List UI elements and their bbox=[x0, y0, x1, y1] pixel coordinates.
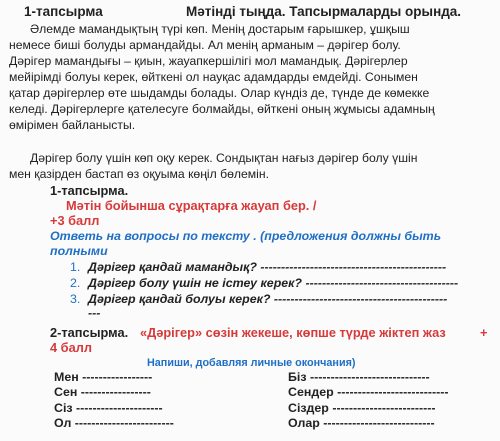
text-line: Дәрігер болу үшін көп оқу керек. Сондықтан нағыз дәрігер болу үшін bbox=[30, 151, 418, 165]
task1-instruction-ru-line2: полными bbox=[50, 244, 108, 258]
text-line: мен қазірден бастап өз оқуыма көңіл бөлемін. bbox=[9, 167, 269, 181]
question-number: 1. bbox=[70, 260, 81, 274]
conjugation-right-3: Сіздер ------------------------- bbox=[288, 401, 436, 415]
task2-instruction-ru: Напиши, добавляя личные окончания) bbox=[147, 357, 356, 369]
text-line: мейірімді болуы керек, өйткені ол науқас адамдарды емдейді. Сонымен bbox=[9, 70, 418, 84]
question-text: Дәрігер болу үшін не істеу керек? ------------------------------------- bbox=[88, 276, 459, 290]
task1-header-label: 1-тапсырма bbox=[24, 4, 103, 19]
text-line: келеді. Дәрігерлерге қателесуге болмайды, өйткені оның жұмысы адамның bbox=[9, 102, 435, 116]
question-2 bbox=[70, 276, 458, 290]
conjugation-right-1: Біз ----------------------------- bbox=[288, 370, 430, 384]
text-line: немесе биші болуды армандайды. Ал менің арманым – дәрігер болу. bbox=[9, 38, 401, 52]
conjugation-left-1: Мен ----------------- bbox=[54, 370, 153, 384]
task2-label: 2-тапсырма. bbox=[50, 325, 129, 340]
text-line: Дәрігер мамандығы – қиын, жауапкершілігі мол мамандық. Дәрігерлер bbox=[9, 54, 408, 68]
question-text: Дәрігер қандай мамандық? --------------------------------------------- bbox=[88, 260, 447, 274]
question-text: Дәрігер қандай болуы керек? ------------------------------------------ bbox=[88, 292, 448, 306]
conjugation-left-3: Сіз --------------------- bbox=[54, 401, 163, 415]
question-3-continuation: --- bbox=[88, 306, 101, 320]
question-number: 2. bbox=[70, 276, 81, 290]
question-1 bbox=[70, 260, 446, 274]
text-line: Әлемде мамандықтың түрі көп. Менің достарым ғарышкер, ұшқыш bbox=[30, 22, 410, 36]
task1-header-instruction: Мәтінді тыңда. Тапсырмаларды орында. bbox=[186, 4, 462, 19]
task1-label: 1-тапсырма. bbox=[50, 183, 129, 198]
conjugation-right-2: Сендер --------------------------- bbox=[288, 385, 449, 399]
text-line: өмірімен байланысты. bbox=[9, 118, 136, 132]
task1-instruction-kk: Мәтін бойынша сұрақтарға жауап бер. / bbox=[66, 198, 317, 213]
conjugation-left-2: Сен ----------------- bbox=[54, 385, 151, 399]
task1-points: +3 балл bbox=[50, 213, 100, 228]
text-line: қатар дәрігерлер өте шыдамды болады. Олар күндіз де, түнде де көмекке bbox=[9, 86, 430, 100]
task2-points: 4 балл bbox=[50, 340, 92, 355]
question-number: 3. bbox=[70, 292, 81, 306]
conjugation-right-4: Олар --------------------------- bbox=[288, 416, 435, 430]
task2-plus-sign: + bbox=[480, 325, 488, 340]
task2-instruction-kk: «Дәрігер» сөзін жекеше, көпше түрде жіктеп жаз bbox=[140, 325, 446, 340]
task1-instruction-ru-line1: Ответь на вопросы по тексту . (предложения должны быть bbox=[50, 229, 442, 243]
conjugation-left-4: Ол ------------------------ bbox=[54, 416, 174, 430]
question-3 bbox=[70, 292, 447, 306]
